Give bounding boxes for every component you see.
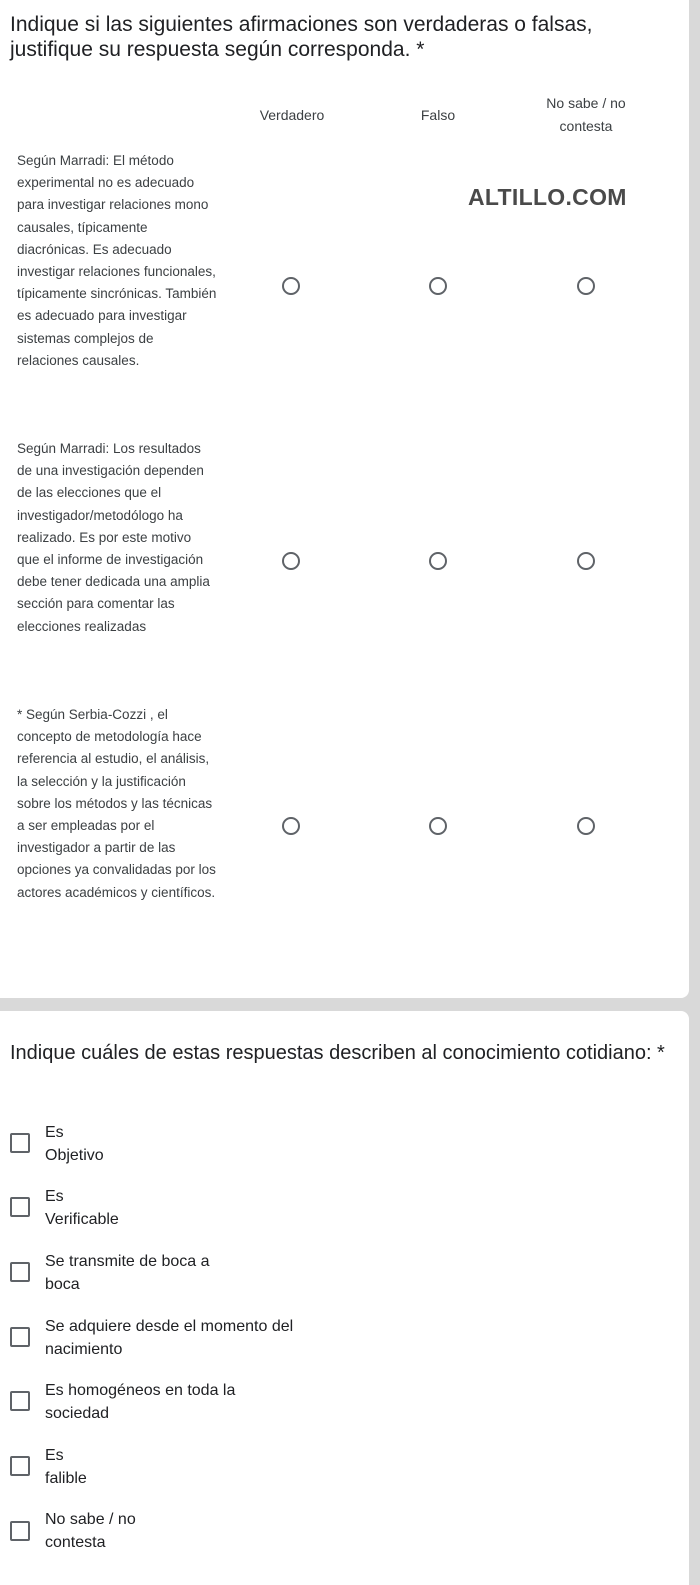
checkbox-falible[interactable] [10,1456,30,1476]
option-label-line: Verificable [45,1211,119,1228]
grid-row-label: * Según Serbia-Cozzi , el concepto de metodología hace referencia al estudio, el análisis, la selección y la justificación sobre los métodos y las técnicas a ser empleadas por el investigador a partir de las opciones ya convalidadas por los actores académicos y científicos. [17,707,216,900]
option-label-line: Es homogéneos en toda la [45,1382,236,1399]
option-label-line: contesta [45,1534,106,1551]
option-label-line: Es [45,1447,64,1464]
checkbox-boca-a-boca[interactable] [10,1262,30,1282]
option-label-falible[interactable] [45,1444,375,1490]
question-title: Indique si las siguientes afirmaciones son verdaderas o falsas, justifique su respuesta según corresponda. * [10,13,593,61]
column-header-verdadero: Verdadero [259,107,325,123]
checkbox-question-card [0,1011,689,1585]
radio-row2-falso[interactable] [429,552,447,570]
option-label-no-sabe[interactable] [45,1508,375,1554]
option-label-line: Objetivo [45,1147,104,1164]
option-label-boca-a-boca[interactable] [45,1250,375,1296]
option-label-line: Se adquiere desde el momento del [45,1318,294,1335]
radio-row1-verdadero[interactable] [282,277,300,295]
checkbox-homogeneos[interactable] [10,1391,30,1411]
option-label-objetivo[interactable] [45,1121,375,1167]
option-label-line: Es [45,1188,64,1205]
checkbox-verificable[interactable] [10,1197,30,1217]
checkbox-no-sabe[interactable] [10,1521,30,1541]
question-title: Indique cuáles de estas respuestas describen al conocimiento cotidiano: * [10,1042,665,1064]
option-label-nacimiento[interactable] [45,1315,375,1361]
grid-row-label: Según Marradi: Los resultados de una investigación dependen de las elecciones que el investigador/metodólogo ha realizado. Es por este motivo que el informe de investigación debe tener dedicada una amplia sección para comentar las elecciones realizadas [17,441,210,634]
column-header-falso: Falso [420,107,456,123]
option-label-line: boca [45,1276,80,1293]
radio-row2-verdadero[interactable] [282,552,300,570]
option-label-homogeneos[interactable] [45,1379,375,1425]
option-label-line: nacimiento [45,1341,123,1358]
column-header-no-sabe: No sabe / no contesta [546,95,626,134]
watermark: ALTILLO.COM [468,184,627,210]
radio-row2-no-sabe[interactable] [577,552,595,570]
option-label-line: sociedad [45,1405,110,1422]
radio-row1-no-sabe[interactable] [577,277,595,295]
option-label-line: falible [45,1470,87,1487]
option-label-line: No sabe / no [45,1511,136,1528]
grid-row-label: Según Marradi: El método experimental no es adecuado para investigar relaciones mono causales, típicamente diacrónicas. Es adecuado investigar relaciones funcionales, típicamente sincrónicas. También es adecuado para investigar sistemas complejos de relaciones causales. [17,153,217,368]
radio-row3-no-sabe[interactable] [577,817,595,835]
radio-row3-falso[interactable] [429,817,447,835]
checkbox-objetivo[interactable] [10,1133,30,1153]
option-label-verificable[interactable] [45,1185,375,1231]
option-label-line: Se transmite de boca a [45,1253,210,1270]
radio-row3-verdadero[interactable] [282,817,300,835]
radio-row1-falso[interactable] [429,277,447,295]
option-label-line: Es [45,1124,64,1141]
checkbox-nacimiento[interactable] [10,1327,30,1347]
